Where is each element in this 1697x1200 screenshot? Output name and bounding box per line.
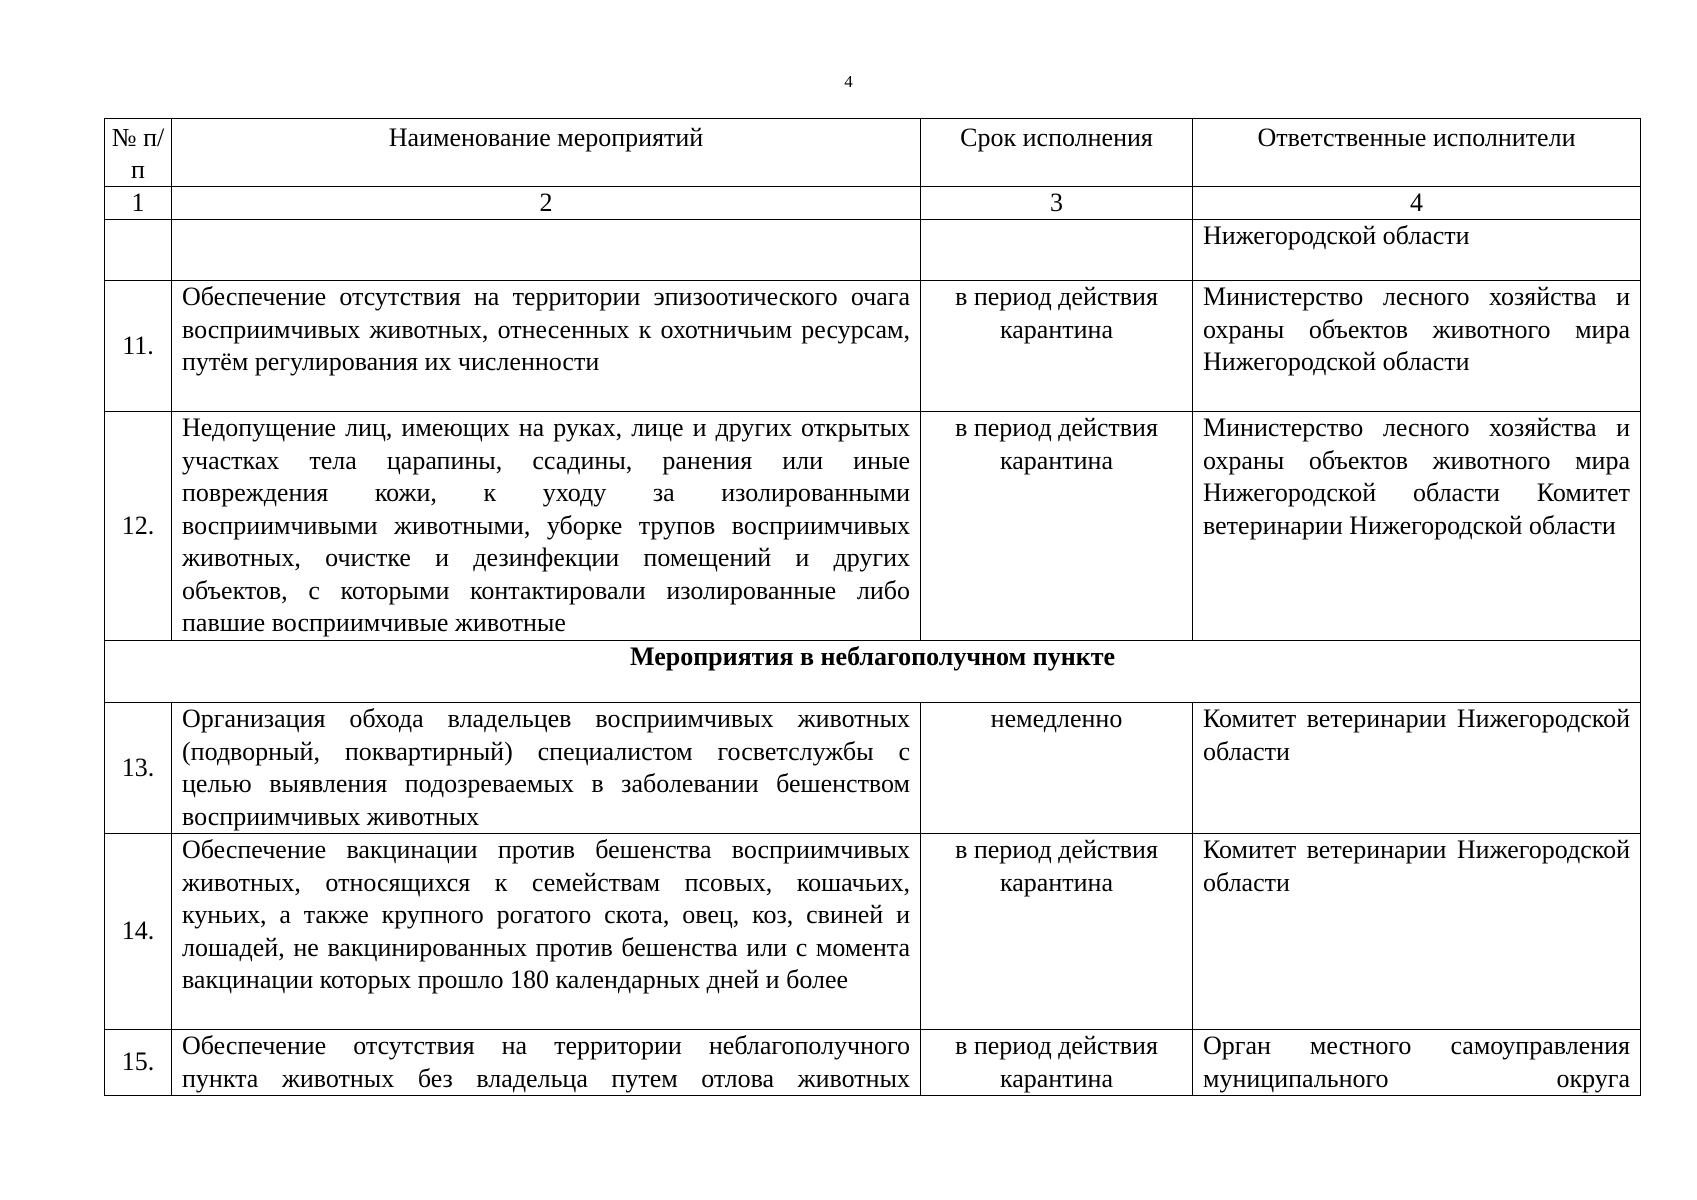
- section-row: [105, 641, 1641, 703]
- row-num: [105, 220, 172, 281]
- table-row: [105, 703, 1641, 834]
- section-title: Мероприятия в неблагополучном пункте: [105, 641, 1641, 703]
- row-name: Обеспечение отсутствия на территории неблагополучного пункта животных без владельца путем отлова животных: [182, 1031, 910, 1093]
- row-num: 13.: [105, 703, 172, 834]
- row-responsible: Нижегородской области: [1193, 220, 1641, 281]
- table-row: [105, 834, 1641, 1030]
- column-number-row: [105, 187, 1641, 220]
- row-term: [921, 220, 1193, 281]
- row-name: Обеспечение отсутствия на территории эпизоотического очага восприимчивых животных, отнесенных к охотничьим ресурсам, путём регулирования их численности: [172, 281, 921, 412]
- header-responsible: Ответственные исполнители: [1193, 119, 1641, 187]
- row-responsible: Орган местного самоуправления муниципального округа: [1203, 1031, 1630, 1093]
- row-responsible: Комитет ветеринарии Нижегородской области: [1193, 834, 1641, 1030]
- row-responsible: Министерство лесного хозяйства и охраны объектов животного мира Нижегородской области: [1193, 281, 1641, 412]
- header-name: Наименование мероприятий: [172, 119, 921, 187]
- table-row: [105, 281, 1641, 412]
- row-responsible-cell: [1193, 1030, 1641, 1096]
- row-name: Организация обхода владельцев восприимчивых животных (подворный, поквартирный) специалистом госветслужбы с целью выявления подозреваемых в заболевании бешенством восприимчивых животных: [172, 703, 921, 834]
- table-row: [105, 1030, 1641, 1096]
- measures-table: [104, 118, 1641, 1096]
- table-row: [105, 412, 1641, 641]
- column-number: 3: [921, 187, 1193, 220]
- row-name: [172, 220, 921, 281]
- page-number: 4: [844, 72, 853, 91]
- row-name: Обеспечение вакцинации против бешенства восприимчивых животных, относящихся к семействам псовых, кошачьих, куньих, а также крупного рогатого скота, овец, коз, свиней и лошадей, не вакцинированных против бешенства или с момента вакцинации которых прошло 180 календарных дней и более: [172, 834, 921, 1030]
- table-row: [105, 220, 1641, 281]
- row-name: Недопущение лиц, имеющих на руках, лице и других открытых участках тела царапины, ссадины, ранения или иные повреждения кожи, к уходу за изолированными восприимчивыми животными, уборке трупов восприимчивых животных, очистке и дезинфекции помещений и других объектов, с которыми контактировали изолированные либо павшие восприимчивые животные: [172, 412, 921, 641]
- row-name-cell: [172, 1030, 921, 1096]
- row-responsible: Комитет ветеринарии Нижегородской области: [1193, 703, 1641, 834]
- column-number: 1: [105, 187, 172, 220]
- column-number: 4: [1193, 187, 1641, 220]
- row-term: в период действия карантина: [921, 412, 1193, 641]
- row-term: в период действия карантина: [921, 834, 1193, 1030]
- row-term: в период действия карантина: [921, 281, 1193, 412]
- row-term: в период действия карантина: [921, 1030, 1193, 1096]
- table-header-row: [105, 119, 1641, 187]
- row-num: 15.: [105, 1030, 172, 1096]
- row-num: 11.: [105, 281, 172, 412]
- column-number: 2: [172, 187, 921, 220]
- row-num: 12.: [105, 412, 172, 641]
- row-term: немедленно: [921, 703, 1193, 834]
- row-responsible: Министерство лесного хозяйства и охраны объектов животного мира Нижегородской области Комитет ветеринарии Нижегородской области: [1193, 412, 1641, 641]
- header-term: Срок исполнения: [921, 119, 1193, 187]
- header-num: № п/п: [105, 119, 172, 187]
- row-num: 14.: [105, 834, 172, 1030]
